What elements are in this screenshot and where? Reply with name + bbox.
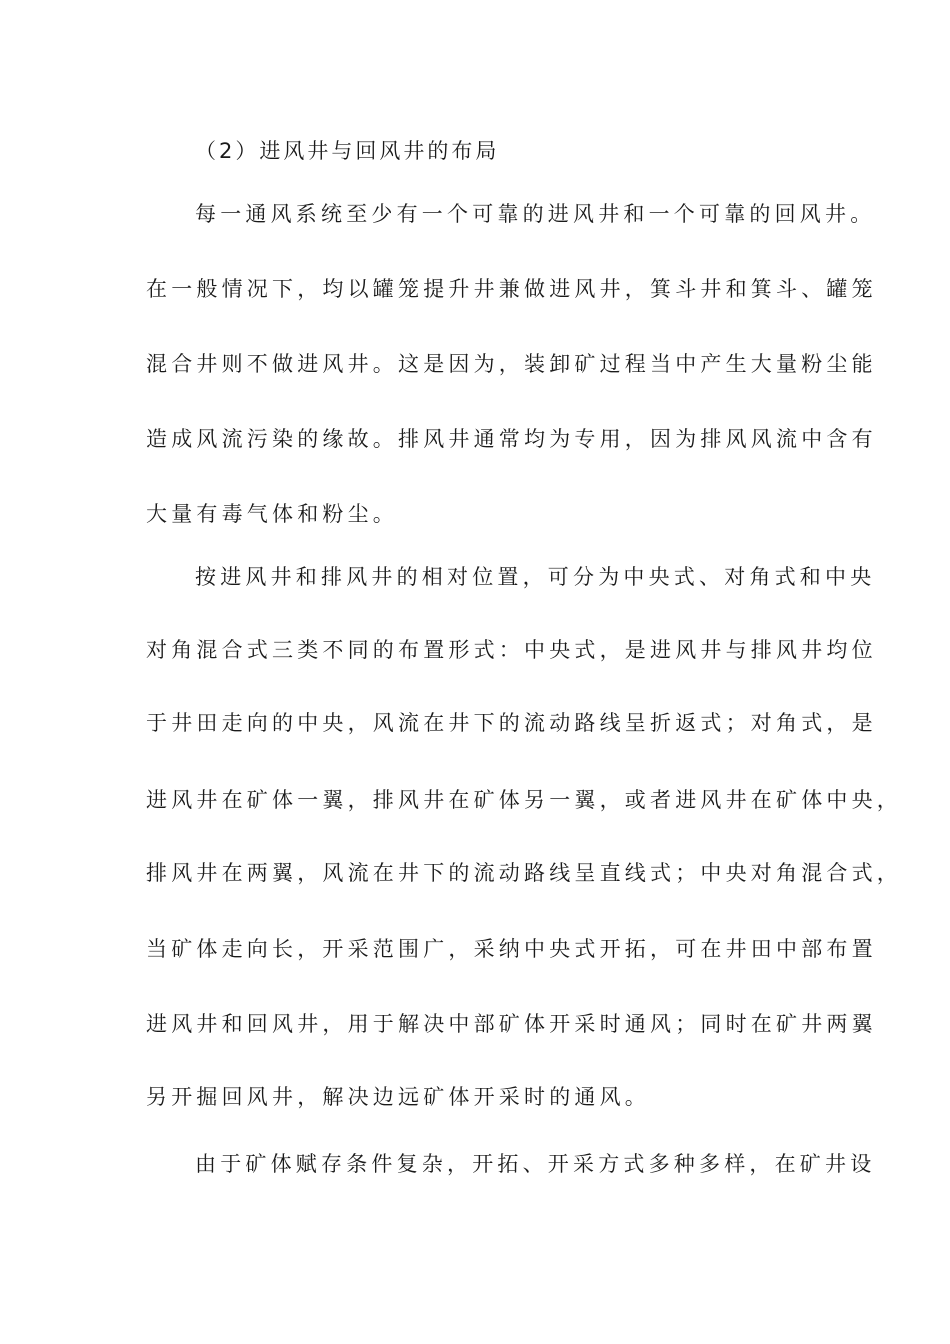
paragraph-line: 按进风井和排风井的相对位置，可分为中央式、对角式和中央: [195, 565, 876, 589]
paragraph-line: 于井田走向的中央，风流在井下的流动路线呈折返式；对角式，是: [146, 711, 877, 735]
paragraph-line: 对角混合式三类不同的布置形式：中央式，是进风井与排风井均位: [146, 638, 877, 662]
paragraph-line: 每一通风系统至少有一个可靠的进风井和一个可靠的回风井。: [195, 202, 876, 226]
paragraph-line: 进风井和回风井，用于解决中部矿体开采时通风；同时在矿井两翼: [146, 1012, 877, 1036]
section-heading: （2）进风井与回风井的布局: [195, 139, 500, 163]
paragraph-line: 大量有毒气体和粉尘。: [146, 502, 398, 526]
paragraph-line: 进风井在矿体一翼，排风井在矿体另一翼，或者进风井在矿体中央，: [146, 788, 902, 812]
paragraph-line: 当矿体走向长，开采范围广，采纳中央式开拓，可在井田中部布置: [146, 937, 877, 961]
paragraph-line: 在一般情况下，均以罐笼提升井兼做进风井，箕斗井和箕斗、罐笼: [146, 277, 877, 301]
paragraph-line: 另开掘回风井，解决边远矿体开采时的通风。: [146, 1085, 650, 1109]
paragraph-line: 排风井在两翼，风流在井下的流动路线呈直线式；中央对角混合式，: [146, 861, 902, 885]
paragraph-line: 由于矿体赋存条件复杂，开拓、开采方式多种多样，在矿井设: [195, 1152, 876, 1176]
paragraph-line: 混合井则不做进风井。这是因为，装卸矿过程当中产生大量粉尘能: [146, 352, 877, 376]
paragraph-line: 造成风流污染的缘故。排风井通常均为专用，因为排风风流中含有: [146, 427, 877, 451]
